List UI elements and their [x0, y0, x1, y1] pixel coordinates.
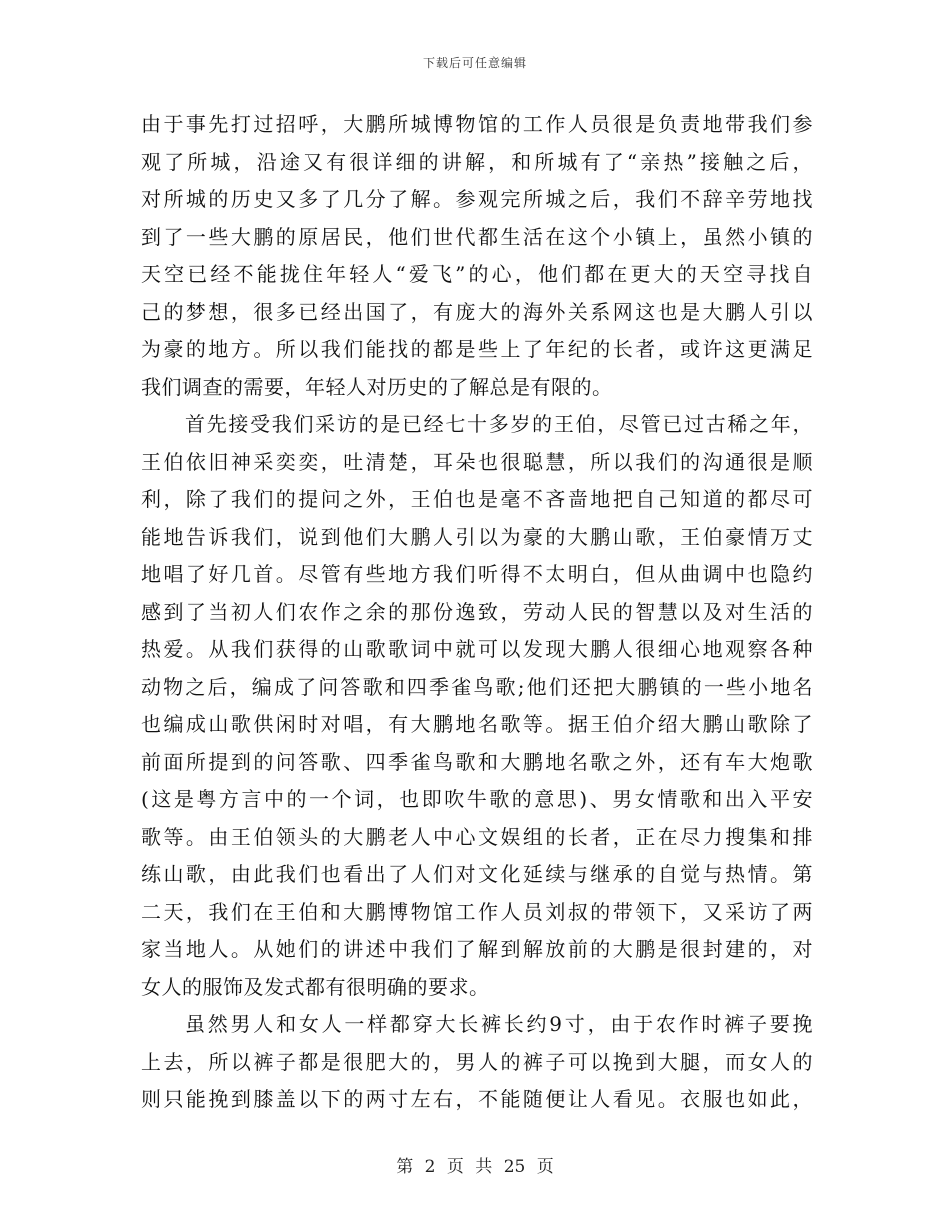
text-line: 己的梦想，很多已经出国了，有庞大的海外关系网这也是大鹏人引以: [141, 299, 813, 324]
text-line: 到了一些大鹏的原居民，他们世代都生活在这个小镇上，虽然小镇的: [141, 224, 813, 249]
page-footer: 第 2 页 共 25 页: [396, 1157, 554, 1177]
page-header: 下载后可任意编辑: [422, 56, 527, 70]
text-line: 练山歌，由此我们也看出了人们对文化延续与继承的自觉与热情。第: [141, 862, 813, 886]
text-line: 由于事先打过招呼，大鹏所城博物馆的工作人员很是负责地带我们参: [141, 112, 813, 136]
text-line: 对所城的历史又多了几分了解。参观完所城之后，我们不辞辛劳地找: [141, 187, 813, 211]
text-line: 我们调查的需要，年轻人对历史的了解总是有限的。: [141, 374, 613, 399]
text-line: 前面所提到的问答歌、四季雀鸟歌和大鹏地名歌之外，还有车大炮歌: [141, 749, 813, 774]
paragraph-2: [141, 406, 813, 1006]
text-line: 天空已经不能拢住年轻人“爱飞”的心，他们都在更大的天空寻找自: [141, 262, 813, 286]
text-line: (这是粤方言中的一个词，也即吹牛歌的意思)、男女情歌和出入平安: [141, 787, 813, 811]
text-line: 也编成山歌供闲时对唱，有大鹏地名歌等。据王伯介绍大鹏山歌除了: [141, 712, 813, 736]
text-line: 能地告诉我们，说到他们大鹏人引以为豪的大鹏山歌，王伯豪情万丈: [141, 524, 813, 549]
document-body: [141, 106, 813, 1119]
text-line: 王伯依旧神采奕奕，吐清楚，耳朵也很聪慧，所以我们的沟通很是顺: [141, 449, 813, 474]
text-line: 为豪的地方。所以我们能找的都是些上了年纪的长者，或许这更满足: [141, 337, 813, 361]
text-line: 虽然男人和女人一样都穿大长裤长约9寸，由于农作时裤子要挽: [185, 1012, 813, 1036]
text-line: 动物之后，编成了问答歌和四季雀鸟歌;他们还把大鹏镇的一些小地名: [141, 674, 813, 699]
text-line: 上去，所以裤子都是很肥大的，男人的裤子可以挽到大腿，而女人的: [141, 1049, 813, 1074]
text-line: 地唱了好几首。尽管有些地方我们听得不太明白，但从曲调中也隐约: [141, 562, 813, 586]
text-line: 歌等。由王伯领头的大鹏老人中心文娱组的长者，正在尽力搜集和排: [141, 824, 813, 849]
text-line: 热爱。从我们获得的山歌歌词中就可以发现大鹏人很细心地观察各种: [141, 637, 813, 661]
text-line: 首先接受我们采访的是已经七十多岁的王伯，尽管已过古稀之年，: [185, 412, 813, 436]
text-line: 女人的服饰及发式都有很明确的要求。: [141, 974, 490, 999]
paragraph-1: [141, 106, 813, 406]
text-line: 则只能挽到膝盖以下的两寸左右，不能随便让人看见。衣服也如此，: [141, 1087, 813, 1111]
text-line: 感到了当初人们农作之余的那份逸致，劳动人民的智慧以及对生活的: [141, 599, 813, 624]
text-line: 家当地人。从她们的讲述中我们了解到解放前的大鹏是很封建的，对: [141, 937, 813, 961]
text-line: 利，除了我们的提问之外，王伯也是毫不吝啬地把自己知道的都尽可: [141, 487, 813, 511]
text-line: 观了所城，沿途又有很详细的讲解，和所城有了“亲热”接触之后，: [141, 149, 813, 174]
text-line: 二天，我们在王伯和大鹏博物馆工作人员刘叔的带领下，又采访了两: [141, 899, 813, 924]
paragraph-3: [141, 1006, 813, 1119]
